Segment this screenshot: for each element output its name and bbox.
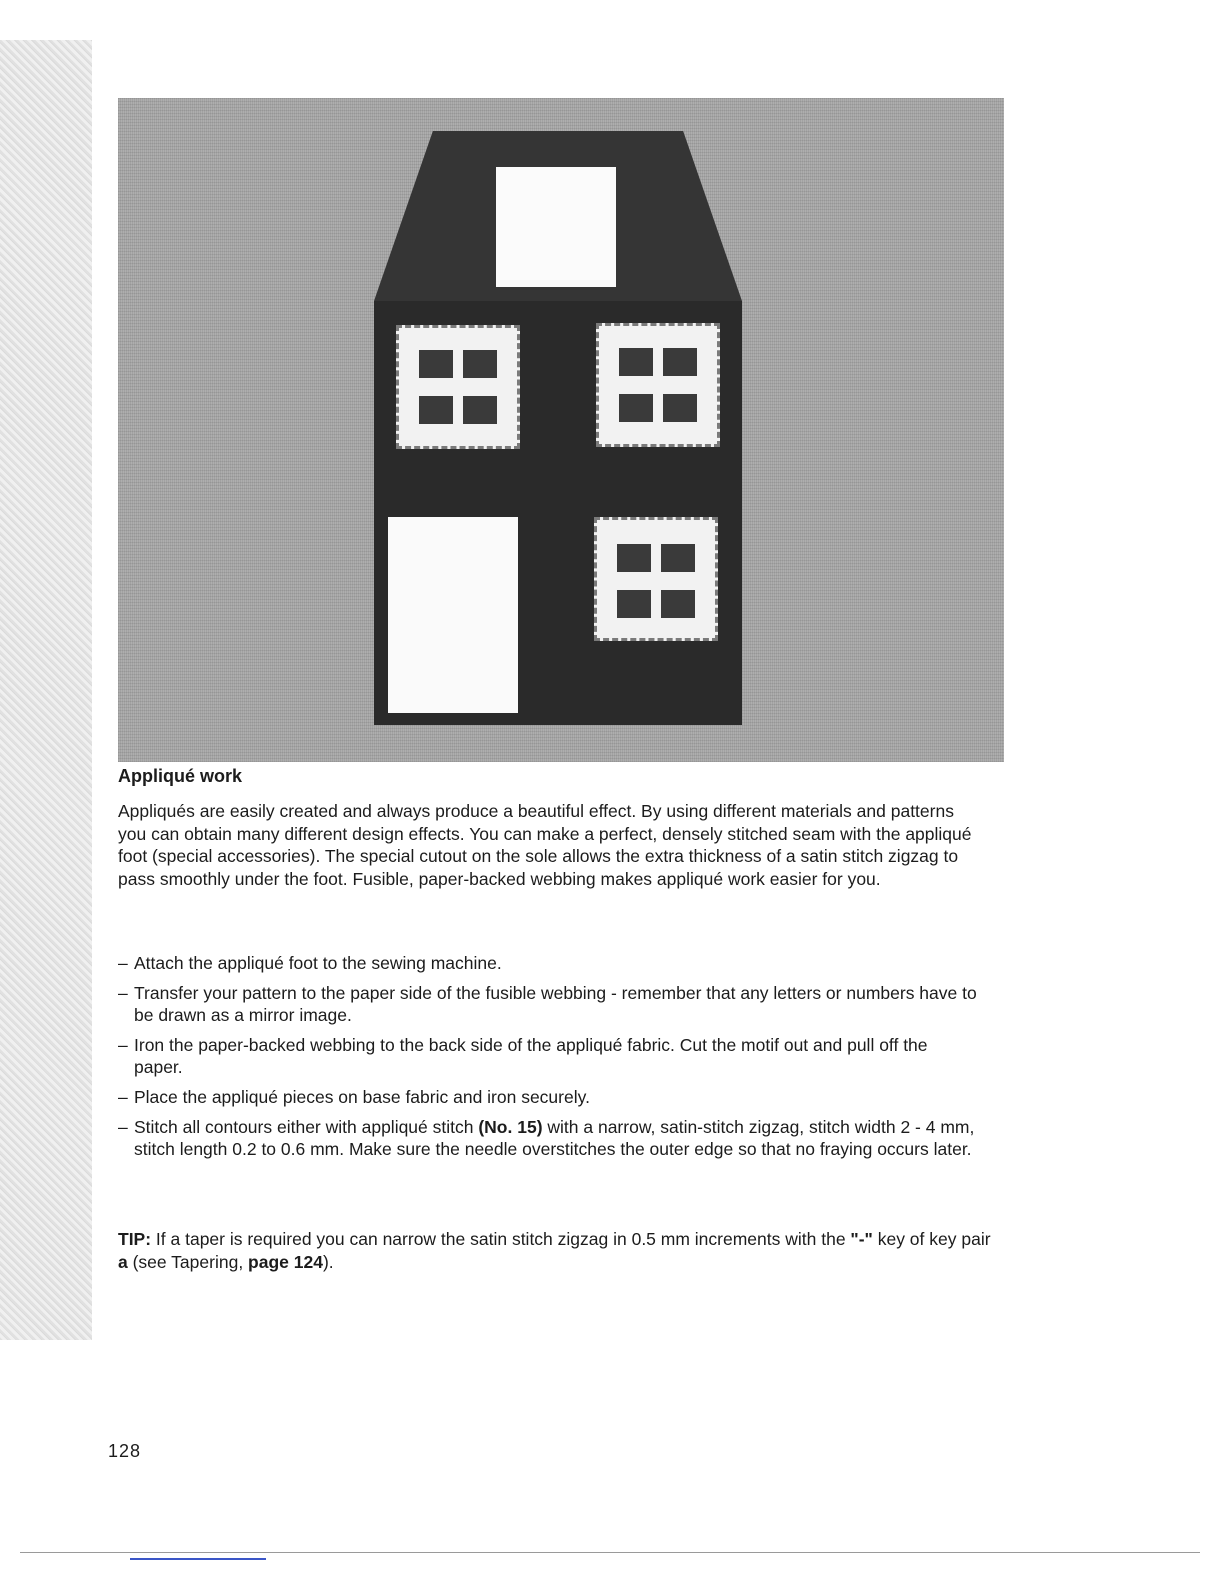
list-item: – Stitch all contours either with appliqué stitch (No. 15) with a narrow, satin-stitch zigzag, stitch width 2 - 4 mm, stitch length 0.2 to 0.6 mm. Make sure the needle overstitches the outer edge so that no fraying occurs later. xyxy=(118,1117,975,1159)
key-pair-letter: a xyxy=(118,1251,128,1272)
window-lower-right xyxy=(594,517,718,641)
instruction-list xyxy=(118,952,978,1168)
list-item: – Iron the paper-backed webbing to the back side of the appliqué fabric. Cut the motif out and pull off the paper. xyxy=(118,1035,928,1077)
tip-label: TIP: xyxy=(118,1229,152,1249)
stitch-number: (No. 15) xyxy=(478,1117,543,1137)
page-reference: page 124 xyxy=(248,1251,323,1272)
scan-margin-texture xyxy=(0,40,92,1340)
list-dash: – xyxy=(118,1117,128,1137)
intro-paragraph: Appliqués are easily created and always produce a beautiful effect. By using different materials and patterns you can obtain many different design effects. You can make a perfect, densely stitched seam with the appliqué foot (special accessories). The special cutout on the sole allows the extra thickness of a satin stitch zigzag to pass smoothly under the foot. Fusible, paper-backed webbing makes appliqué work easier for you. xyxy=(118,801,972,889)
footer-rule xyxy=(20,1552,1200,1553)
list-dash: – xyxy=(118,1087,128,1107)
list-item: – Place the appliqué pieces on base fabric and iron securely. xyxy=(118,1087,590,1107)
footer-rule-accent xyxy=(130,1558,266,1560)
attic-window xyxy=(496,167,616,287)
tip-paragraph: TIP: If a taper is required you can narrow the satin stitch zigzag in 0.5 mm increments with the "-" key of key pair a (see Tapering, page 124). xyxy=(118,1229,991,1272)
window-upper-left xyxy=(396,325,520,449)
list-item: – Transfer your pattern to the paper side of the fusible webbing - remember that any letters or numbers have to be drawn as a mirror image. xyxy=(118,983,977,1025)
page-number: 128 xyxy=(108,1441,142,1461)
door xyxy=(388,517,518,713)
key-symbol: "-" xyxy=(850,1229,873,1249)
list-dash: – xyxy=(118,983,128,1003)
list-dash: – xyxy=(118,953,128,973)
list-dash: – xyxy=(118,1035,128,1055)
section-heading: Appliqué work xyxy=(118,766,243,786)
window-upper-right xyxy=(596,323,720,447)
list-item: – Attach the appliqué foot to the sewing machine. xyxy=(118,953,502,973)
